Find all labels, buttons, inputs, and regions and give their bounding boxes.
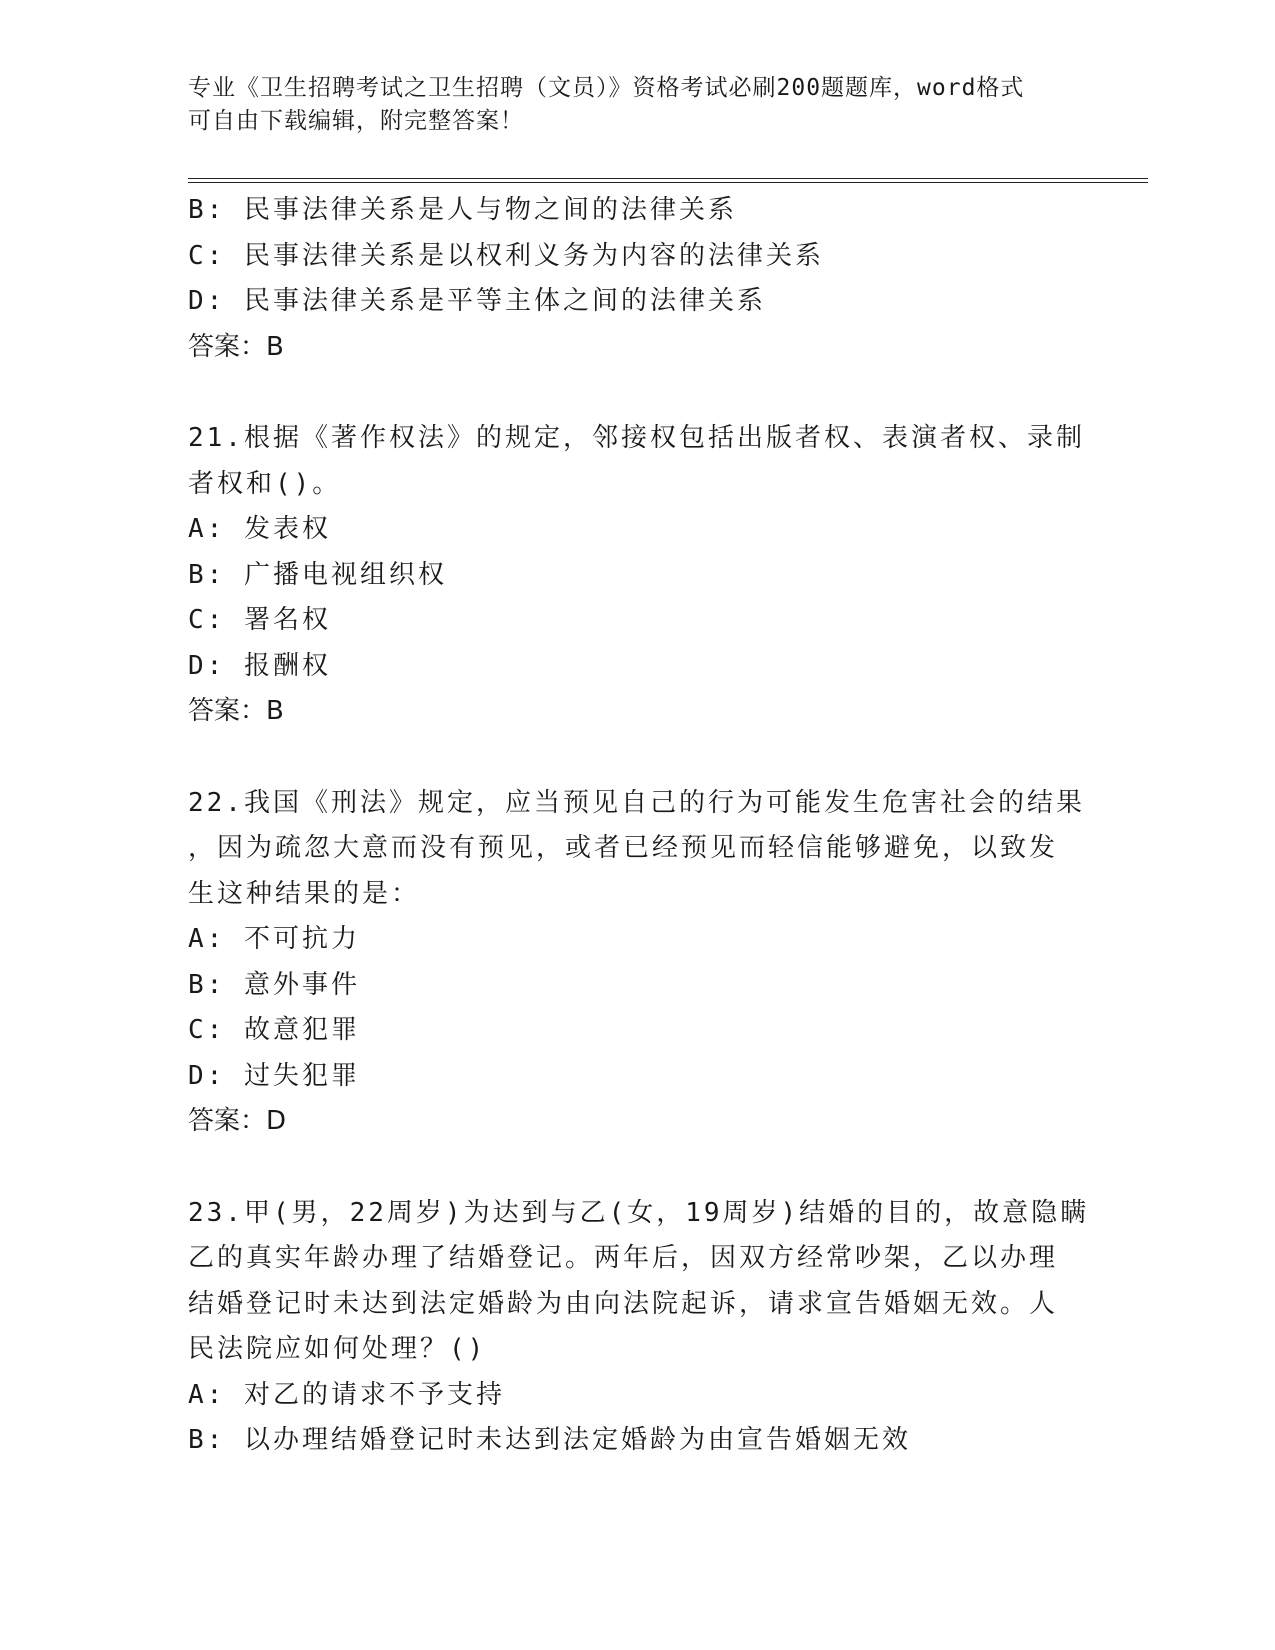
question-stem: 乙的真实年龄办理了结婚登记。两年后，因双方经常吵架，乙以办理 bbox=[188, 1243, 1059, 1273]
option-d: D: 民事法律关系是平等主体之间的法律关系 bbox=[188, 286, 766, 316]
document-body bbox=[188, 188, 1088, 1464]
question-stem: 21.根据《著作权法》的规定，邻接权包括出版者权、表演者权、录制 bbox=[188, 423, 1085, 453]
header-divider bbox=[188, 178, 1148, 183]
question-23 bbox=[188, 1191, 1088, 1464]
question-stem: ，因为疏忽大意而没有预见，或者已经预见而轻信能够避免，以致发 bbox=[188, 833, 1059, 863]
option-d: D: 报酬权 bbox=[188, 650, 331, 681]
option-c: C: 署名权 bbox=[188, 605, 331, 635]
option-b: B: 民事法律关系是人与物之间的法律关系 bbox=[188, 195, 737, 225]
answer: 答案：D bbox=[188, 1106, 287, 1136]
document-header bbox=[188, 72, 1068, 138]
question-stem: 22.我国《刑法》规定，应当预见自己的行为可能发生危害社会的结果 bbox=[188, 787, 1085, 818]
option-c: C: 故意犯罪 bbox=[188, 1015, 360, 1045]
header-line-2: 可自由下载编辑，附完整答案！ bbox=[188, 108, 524, 134]
question-stem: 结婚登记时未达到法定婚龄为由向法院起诉，请求宣告婚姻无效。人 bbox=[188, 1288, 1059, 1319]
option-b: B: 以办理结婚登记时未达到法定婚龄为由宣告婚姻无效 bbox=[188, 1425, 911, 1455]
question-21 bbox=[188, 416, 1088, 735]
spacer bbox=[188, 1145, 1088, 1191]
option-b: B: 意外事件 bbox=[188, 969, 360, 1000]
answer: 答案：B bbox=[188, 331, 284, 362]
option-d: D: 过失犯罪 bbox=[188, 1060, 360, 1091]
header-line-1: 专业《卫生招聘考试之卫生招聘（文员）》资格考试必刷200题题库，word格式 bbox=[188, 75, 1025, 101]
option-c: C: 民事法律关系是以权利义务为内容的法律关系 bbox=[188, 240, 824, 271]
question-stem: 民法院应如何处理？() bbox=[188, 1334, 487, 1364]
option-a: A: 对乙的请求不予支持 bbox=[188, 1379, 505, 1410]
spacer bbox=[188, 370, 1088, 416]
question-stem: 生这种结果的是： bbox=[188, 878, 421, 909]
question-stem: 者权和()。 bbox=[188, 468, 342, 499]
spacer bbox=[188, 735, 1088, 781]
option-a: A: 发表权 bbox=[188, 514, 331, 544]
option-a: A: 不可抗力 bbox=[188, 924, 360, 954]
option-b: B: 广播电视组织权 bbox=[188, 559, 447, 590]
question-stem: 23.甲(男，22周岁)为达到与乙(女，19周岁)结婚的目的，故意隐瞒 bbox=[188, 1197, 1090, 1228]
question-22 bbox=[188, 781, 1088, 1145]
question-20 bbox=[188, 188, 1088, 370]
answer: 答案：B bbox=[188, 696, 284, 726]
